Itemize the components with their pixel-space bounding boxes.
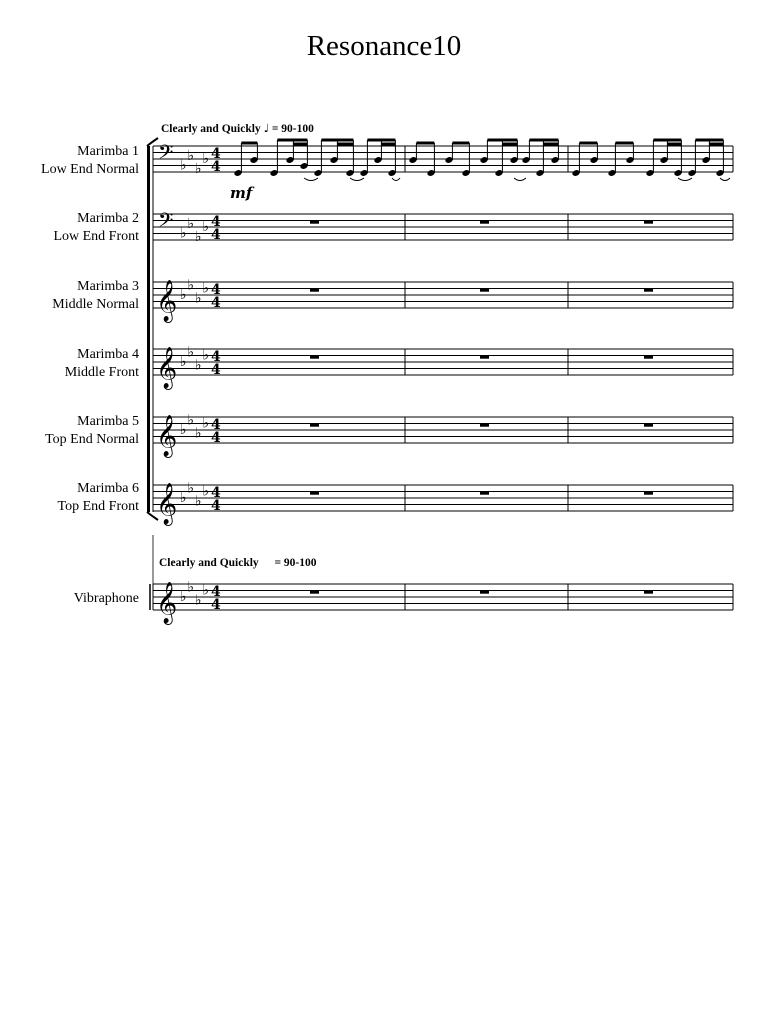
whole-rest: [310, 356, 319, 359]
staff-6: [153, 485, 733, 511]
note-beam: [416, 142, 434, 145]
staff-2: [153, 214, 733, 240]
whole-rest: [480, 289, 489, 292]
whole-rest: [310, 221, 319, 224]
tempo-value: = 90-100: [274, 557, 317, 569]
flat-icon: ♭: [202, 280, 210, 297]
note-beam: [615, 142, 633, 145]
flat-icon: ♭: [195, 160, 202, 177]
instrument-subname: Middle Normal: [52, 297, 139, 312]
whole-rest: [644, 591, 653, 594]
time-signature-top: 4: [211, 417, 221, 433]
flat-icon: ♭: [180, 225, 187, 242]
time-signature-bottom: 4: [211, 227, 221, 243]
instrument-name: Marimba 2: [77, 211, 139, 226]
instrument-subname: Top End Normal: [45, 432, 139, 447]
note-beam: [579, 142, 597, 145]
note-beam: [321, 139, 353, 142]
flat-icon: ♭: [180, 422, 187, 438]
tempo-value: = 90-100: [271, 123, 314, 135]
flat-icon: ♭: [195, 592, 202, 609]
score-title: Resonance10: [306, 30, 462, 62]
flat-icon: ♭: [195, 425, 202, 442]
instrument-name: Marimba 3: [77, 279, 139, 294]
flat-icon: ♭: [202, 415, 210, 432]
treble-clef-icon: 𝄞: [156, 415, 178, 457]
tempo-text: Clearly and Quickly: [161, 123, 261, 135]
instrument-name: Marimba 1: [77, 144, 139, 159]
flat-icon: ♭: [202, 582, 210, 599]
tie: [304, 178, 318, 181]
flat-icon: ♭: [202, 347, 210, 364]
whole-rest: [480, 591, 489, 594]
flat-icon: ♭: [180, 157, 187, 174]
flat-icon: ♭: [180, 287, 187, 303]
flat-icon: ♭: [195, 493, 202, 510]
tempo-text: Clearly and Quickly: [159, 557, 259, 569]
time-signature-top: 4: [211, 282, 221, 298]
instrument-name: Marimba 5: [77, 414, 139, 429]
note-beam-16th: [709, 143, 723, 146]
time-signature-bottom: 4: [211, 597, 221, 613]
note-beam: [367, 139, 395, 142]
flat-icon: ♭: [187, 412, 195, 429]
tie: [514, 178, 526, 181]
staff-1: [153, 146, 733, 172]
tie: [392, 178, 400, 181]
time-signature-bottom: 4: [211, 498, 221, 514]
instrument-subname: Top End Front: [57, 499, 139, 514]
instrument-subname: Low End Normal: [41, 162, 139, 177]
staff-7: [153, 584, 733, 610]
note-beam: [452, 142, 469, 145]
whole-rest: [644, 356, 653, 359]
instrument-subname: Middle Front: [64, 365, 139, 380]
note-beam-16th: [667, 143, 681, 146]
time-signature-bottom: 4: [211, 430, 221, 446]
instrument-name: Marimba 6: [77, 481, 139, 496]
tie: [678, 178, 692, 181]
flat-icon: ♭: [180, 589, 187, 605]
whole-rest: [310, 289, 319, 292]
flat-icon: ♭: [195, 290, 202, 307]
time-signature-bottom: 4: [211, 295, 221, 311]
dynamic-marking: mf: [230, 184, 253, 202]
staff-4: [153, 349, 733, 375]
tie: [350, 178, 364, 181]
instrument-subname: Low End Front: [53, 229, 139, 244]
note-beam-16th: [337, 143, 353, 146]
note-beam-16th: [502, 143, 517, 146]
whole-rest: [480, 492, 489, 495]
flat-icon: ♭: [195, 357, 202, 374]
staff-5: [153, 417, 733, 443]
flat-icon: ♭: [180, 354, 187, 370]
flat-icon: ♭: [180, 490, 187, 506]
flat-icon: ♭: [187, 480, 195, 497]
treble-clef-icon: 𝄞: [156, 582, 178, 624]
flat-icon: ♭: [187, 147, 195, 164]
note-beam: [695, 139, 723, 142]
bass-clef-icon: 𝄢: [158, 208, 174, 237]
treble-clef-icon: 𝄞: [156, 483, 178, 525]
time-signature-bottom: 4: [211, 159, 221, 175]
time-signature-top: 4: [211, 214, 221, 230]
treble-clef-icon: 𝄞: [156, 280, 178, 322]
note-beam: [277, 139, 307, 142]
flat-icon: ♭: [187, 277, 195, 294]
whole-rest: [644, 221, 653, 224]
tie: [720, 178, 730, 181]
whole-rest: [644, 289, 653, 292]
flat-icon: ♭: [187, 579, 195, 596]
whole-rest: [480, 424, 489, 427]
staff-3: [153, 282, 733, 308]
flat-icon: ♭: [187, 215, 195, 232]
whole-rest: [310, 591, 319, 594]
flat-icon: ♭: [202, 219, 210, 235]
whole-rest: [480, 221, 489, 224]
time-signature-top: 4: [211, 349, 221, 365]
system-bracket: [147, 146, 150, 512]
time-signature-top: 4: [211, 146, 221, 162]
instrument-name: Vibraphone: [73, 591, 139, 606]
flat-icon: ♭: [187, 344, 195, 361]
flat-icon: ♭: [202, 483, 210, 500]
quarter-note-icon: ♩: [263, 121, 269, 135]
whole-rest: [644, 424, 653, 427]
flat-icon: ♭: [195, 228, 202, 245]
bass-clef-icon: 𝄢: [158, 140, 174, 169]
note-beam: [487, 139, 517, 142]
note-beam: [241, 142, 257, 145]
time-signature-top: 4: [211, 485, 221, 501]
note-beam-16th: [293, 143, 307, 146]
treble-clef-icon: 𝄞: [156, 347, 178, 389]
note-beam: [653, 139, 681, 142]
note-beam-16th: [381, 143, 395, 146]
whole-rest: [480, 356, 489, 359]
whole-rest: [644, 492, 653, 495]
time-signature-top: 4: [211, 584, 221, 600]
whole-rest: [310, 424, 319, 427]
note-beam-16th: [543, 143, 558, 146]
whole-rest: [310, 492, 319, 495]
bracket-top-hook: [147, 138, 158, 146]
time-signature-bottom: 4: [211, 362, 221, 378]
note-beam: [529, 139, 558, 142]
flat-icon: ♭: [202, 151, 210, 167]
instrument-name: Marimba 4: [77, 347, 139, 362]
